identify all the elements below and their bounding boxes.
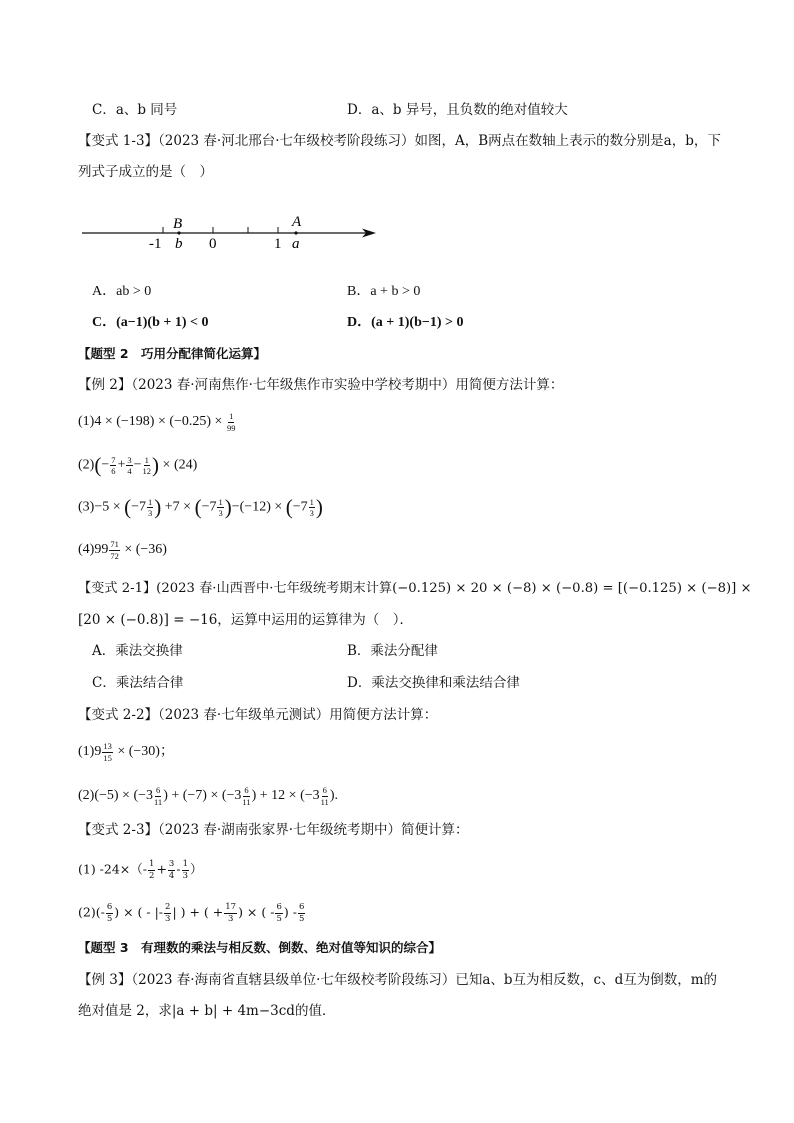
variant-2-2-part-1: (1)9 $\frac{13}{15}$ × (−30)； (78, 741, 174, 763)
tick-label-0: 0 (209, 236, 217, 252)
point-a (294, 231, 297, 234)
type-2-header: 【题型 2 巧用分配律简化运算】 (78, 346, 267, 361)
ex2-p1-fraction: $\frac{1}{99}$ (226, 411, 236, 433)
example-2-part-1 (78, 412, 236, 432)
v21-option-c: C．乘法结合律 (92, 675, 184, 691)
example-3-line1: 【例 3】（2023 春·海南省直辖县级单位·七年级校考阶段练习）已知a、b互为相反数，c、d互为倒数，m的 (78, 972, 718, 988)
v13-option-c: C．(a−1)(b + 1) < 0 (92, 315, 209, 330)
variant-2-3-part-1: (1) -24×（- $\frac{1}{2}$ + $\frac{3}{4}$ - $\frac{1}{3}$ ） (78, 859, 203, 881)
variant-2-1-line2: [20 × (−0.8)] = −16，运算中运用的运算律为（ ）． (78, 612, 414, 628)
label-A: A (292, 214, 302, 230)
option-d: D．a、b 异号，且负数的绝对值较大 (347, 102, 568, 118)
example-2-part-2: (2)(− $\frac{7}{6}$ + $\frac{3}{4}$ − $\frac{1}{12}$ ) × (24) (78, 453, 198, 477)
v21-option-a: A．乘法交换律 (92, 643, 183, 659)
ex2-p2-suffix: × (24) (162, 457, 198, 473)
example-2-intro: 【例 2】（2023 春·河南焦作·七年级焦作市实验中学校考期中）用简便方法计算： (78, 377, 564, 393)
type-3-header: 【题型 3 有理数的乘法与相反数、倒数、绝对值等知识的综合】 (78, 940, 442, 955)
v21-option-d: D．乘法交换律和乘法结合律 (347, 675, 520, 691)
variant-2-2-intro: 【变式 2-2】（2023 春·七年级单元测试）用简便方法计算： (78, 707, 438, 723)
variant-1-3-line2: 列式子成立的是（ ） (78, 164, 213, 180)
v13-option-d: D．(a + 1)(b−1) > 0 (347, 315, 464, 330)
number-line-figure (78, 210, 388, 256)
tick-label-minus-1: -1 (149, 236, 162, 252)
v21-option-b: B．乘法分配律 (347, 643, 438, 659)
variant-2-3-intro: 【变式 2-3】（2023 春·湖南张家界·七年级统考期中）简便计算： (78, 822, 469, 838)
variant-1-3-line1: 【变式 1-3】（2023 春·河北邢台·七年级校考阶段练习）如图，A，B两点在数轴上表示的数分别是a，b，下 (78, 133, 721, 149)
variant-2-3-part-2: (2)(- $\frac{6}{5}$ ) × ( - |- $\frac{2}{3}$ | ) + ( + $\frac{17}{3}$ ) × ( - $\frac{6}{5}$ ) - $\frac{6}{5}$ (78, 902, 305, 924)
v13-option-a: A．ab > 0 (92, 284, 152, 299)
label-B: B (173, 216, 183, 232)
variant-2-1-line1: 【变式 2-1】(2023 春·山西晋中·七年级统考期末计算(−0.125) × 20 × (−8) × (−0.8) = [(−0.125) × (−8)] × (78, 581, 752, 596)
ex2-p1-text: (1)4 × (−198) × (−0.25) × (78, 414, 223, 430)
variant-2-2-part-2: (2)(−5) × (−3 $\frac{6}{11}$ ) + (−7) × (−3 $\frac{6}{11}$ ) + 12 × (−3 $\frac{6}{11}$ ). (78, 785, 338, 807)
example-3-line2: 绝对值是 2，求|a + b| + 4m−3cd的值． (78, 1003, 336, 1019)
example-2-part-3: (3)−5 × (−7 $\frac{1}{3}$ ) +7 × (−7 $\frac{1}{3}$ )−(−12) × (−7 $\frac{1}{3}$ ) (78, 495, 323, 519)
v13-option-b: B．a + b > 0 (347, 284, 421, 299)
example-2-part-4: (4)99 $\frac{71}{72}$ × (−36) (78, 539, 167, 561)
ex2-p2-prefix: (2) (78, 457, 95, 473)
label-a: a (292, 236, 300, 252)
label-b: b (175, 236, 183, 252)
tick-label-1: 1 (274, 236, 282, 252)
option-c: C．a、b 同号 (92, 102, 178, 118)
